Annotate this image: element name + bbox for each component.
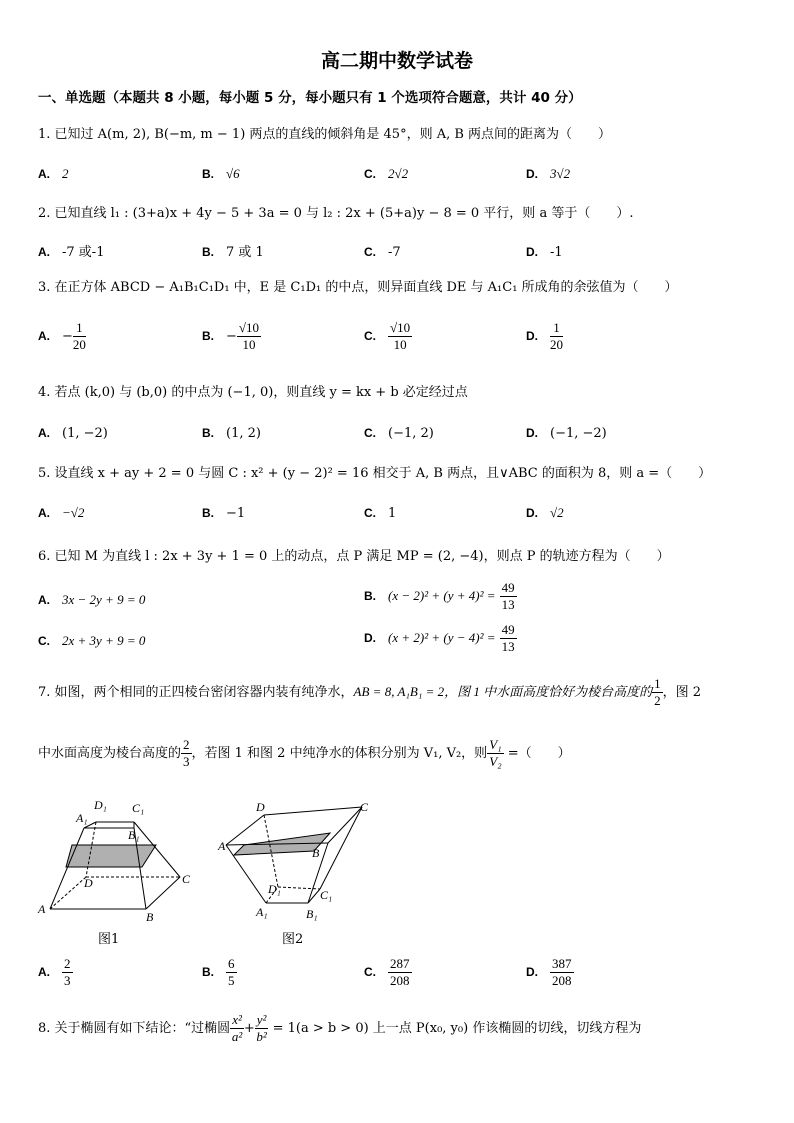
q3-option-c: C. $\frac{√10}{10}$ xyxy=(364,320,411,352)
q6-option-a: A. 3x − 2y + 9 = 0 xyxy=(38,592,146,607)
q3-option-b: B. − $\frac{√10}{10}$ xyxy=(202,320,260,352)
q6-option-c: C. 2x + 3y + 9 = 0 xyxy=(38,633,146,648)
figure-2-frustum xyxy=(216,795,376,925)
q2-option-c: C. -7 xyxy=(364,245,401,260)
question-7-line-2: 中水面高度为棱台高度的 $\frac{2}{3}$ ，若图 1 和图 2 中纯净水的体积分别为 V₁, V₂，则 $\frac{\text{V₁}}{\text{V₂}}$ =（ ） xyxy=(38,737,571,769)
fig1-label-a: A xyxy=(38,902,46,916)
q5-option-a: A. −√2 xyxy=(38,505,85,520)
question-2: 2. 已知直线 l₁ : (3+a)x + 4y − 5 + 3a = 0 与 l₂ : 2x + (5+a)y − 8 = 0 平行，则 a 等于（ ）. xyxy=(38,206,634,221)
q7-option-d: D. $\frac{387}{208}$ xyxy=(526,956,572,988)
question-4: 4. 若点 (k,0) 与 (b,0) 的中点为 (−1, 0)，则直线 y = kx + b 必定经过点 xyxy=(38,385,468,400)
q2-option-d: D. -1 xyxy=(526,245,563,260)
fig2-label-b: B xyxy=(312,846,320,860)
q7-option-b: B. $\frac{6}{5}$ xyxy=(202,956,235,988)
q4-option-c: C. (−1, 2) xyxy=(364,426,434,441)
figure-1-frustum xyxy=(36,795,206,925)
question-8: 8. 关于椭圆有如下结论：“过椭圆 $\frac{\text{x²}}{\text{a²}}$ + $\frac{\text{y²}}{\text{b²}}$ = 1(a > b > 0) 上一点 P(x₀, y₀) 作该椭圆的切线，切线方程为 xyxy=(38,1012,642,1044)
figure-2-caption: 图2 xyxy=(282,932,304,947)
question-5: 5. 设直线 x + ay + 2 = 0 与圆 C : x² + (y − 2)² = 16 相交于 A, B 两点，且∨ABC 的面积为 8，则 a =（ ） xyxy=(38,466,712,481)
q2-option-a: A. -7 或-1 xyxy=(38,245,105,260)
fig2-label-d1: D₁ xyxy=(268,882,281,896)
q5-option-b: B. −1 xyxy=(202,506,246,521)
question-7-line-1: 7. 如图，两个相同的正四棱台密闭容器内装有纯净水，AB = 8, A₁B₁ = 2，图 1 中水面高度恰好为棱台高度的 $\frac{1}{2}$ ，图 2 xyxy=(38,676,702,708)
fig2-label-c: C xyxy=(360,800,369,814)
question-1: 1. 已知过 A(m, 2), B(−m, m − 1) 两点的直线的倾斜角是 45°，则 A, B 两点间的距离为（ ） xyxy=(38,127,612,142)
q4-option-a: A. (1, −2) xyxy=(38,426,108,441)
q5-option-c: C. 1 xyxy=(364,506,397,521)
fig1-label-b1: B₁ xyxy=(128,828,140,842)
fig2-label-d: D xyxy=(256,800,265,814)
q4-option-b: B. (1, 2) xyxy=(202,426,261,441)
exam-title: 高二期中数学试卷 xyxy=(320,50,473,72)
q2-option-b: B. 7 或 1 xyxy=(202,245,264,260)
fig1-label-a1: A₁ xyxy=(76,811,88,825)
section-heading: 一、单选题（本题共 8 小题，每小题 5 分，每小题只有 1 个选项符合题意，共计 40 分） xyxy=(38,90,582,106)
fig2-label-b1: B₁ xyxy=(306,907,318,921)
fig1-label-d1: D₁ xyxy=(94,798,107,812)
question-3: 3. 在正方体 ABCD − A₁B₁C₁D₁ 中，E 是 C₁D₁ 的中点，则异面直线 DE 与 A₁C₁ 所成角的余弦值为（ ） xyxy=(38,280,678,295)
q7-option-a: A. $\frac{2}{3}$ xyxy=(38,956,71,988)
fig1-label-d: D xyxy=(84,876,93,890)
fig2-label-a: A xyxy=(218,839,226,853)
q3-option-d: D. $\frac{1}{20}$ xyxy=(526,320,563,352)
q7-option-c: C. $\frac{287}{208}$ xyxy=(364,956,410,988)
q6-option-d: D. (x + 2)² + (y − 4)² = $\frac{49}{13}$ xyxy=(364,622,515,654)
q4-option-d: D. (−1, −2) xyxy=(526,426,607,441)
q3-option-a: A. − $\frac{1}{20}$ xyxy=(38,320,86,352)
question-6: 6. 已知 M 为直线 l : 2x + 3y + 1 = 0 上的动点，点 P 满足 MP = (2, −4)，则点 P 的轨迹方程为（ ） xyxy=(38,549,670,564)
figure-1-caption: 图1 xyxy=(98,932,120,947)
fig1-label-c1: C₁ xyxy=(132,801,145,815)
q5-option-d: D. √2 xyxy=(526,505,564,520)
fig1-label-c: C xyxy=(182,872,191,886)
fig1-label-b: B xyxy=(146,910,154,924)
q1-option-c: C. 2√2 xyxy=(364,166,409,181)
fig2-label-c1: C₁ xyxy=(320,888,333,902)
q6-option-b: B. (x − 2)² + (y + 4)² = $\frac{49}{13}$ xyxy=(364,580,515,612)
q1-option-d: D. 3√2 xyxy=(526,166,571,181)
q1-option-b: B. √6 xyxy=(202,166,240,181)
fig2-label-a1: A₁ xyxy=(256,905,268,919)
q1-option-a: A. 2 xyxy=(38,166,69,181)
